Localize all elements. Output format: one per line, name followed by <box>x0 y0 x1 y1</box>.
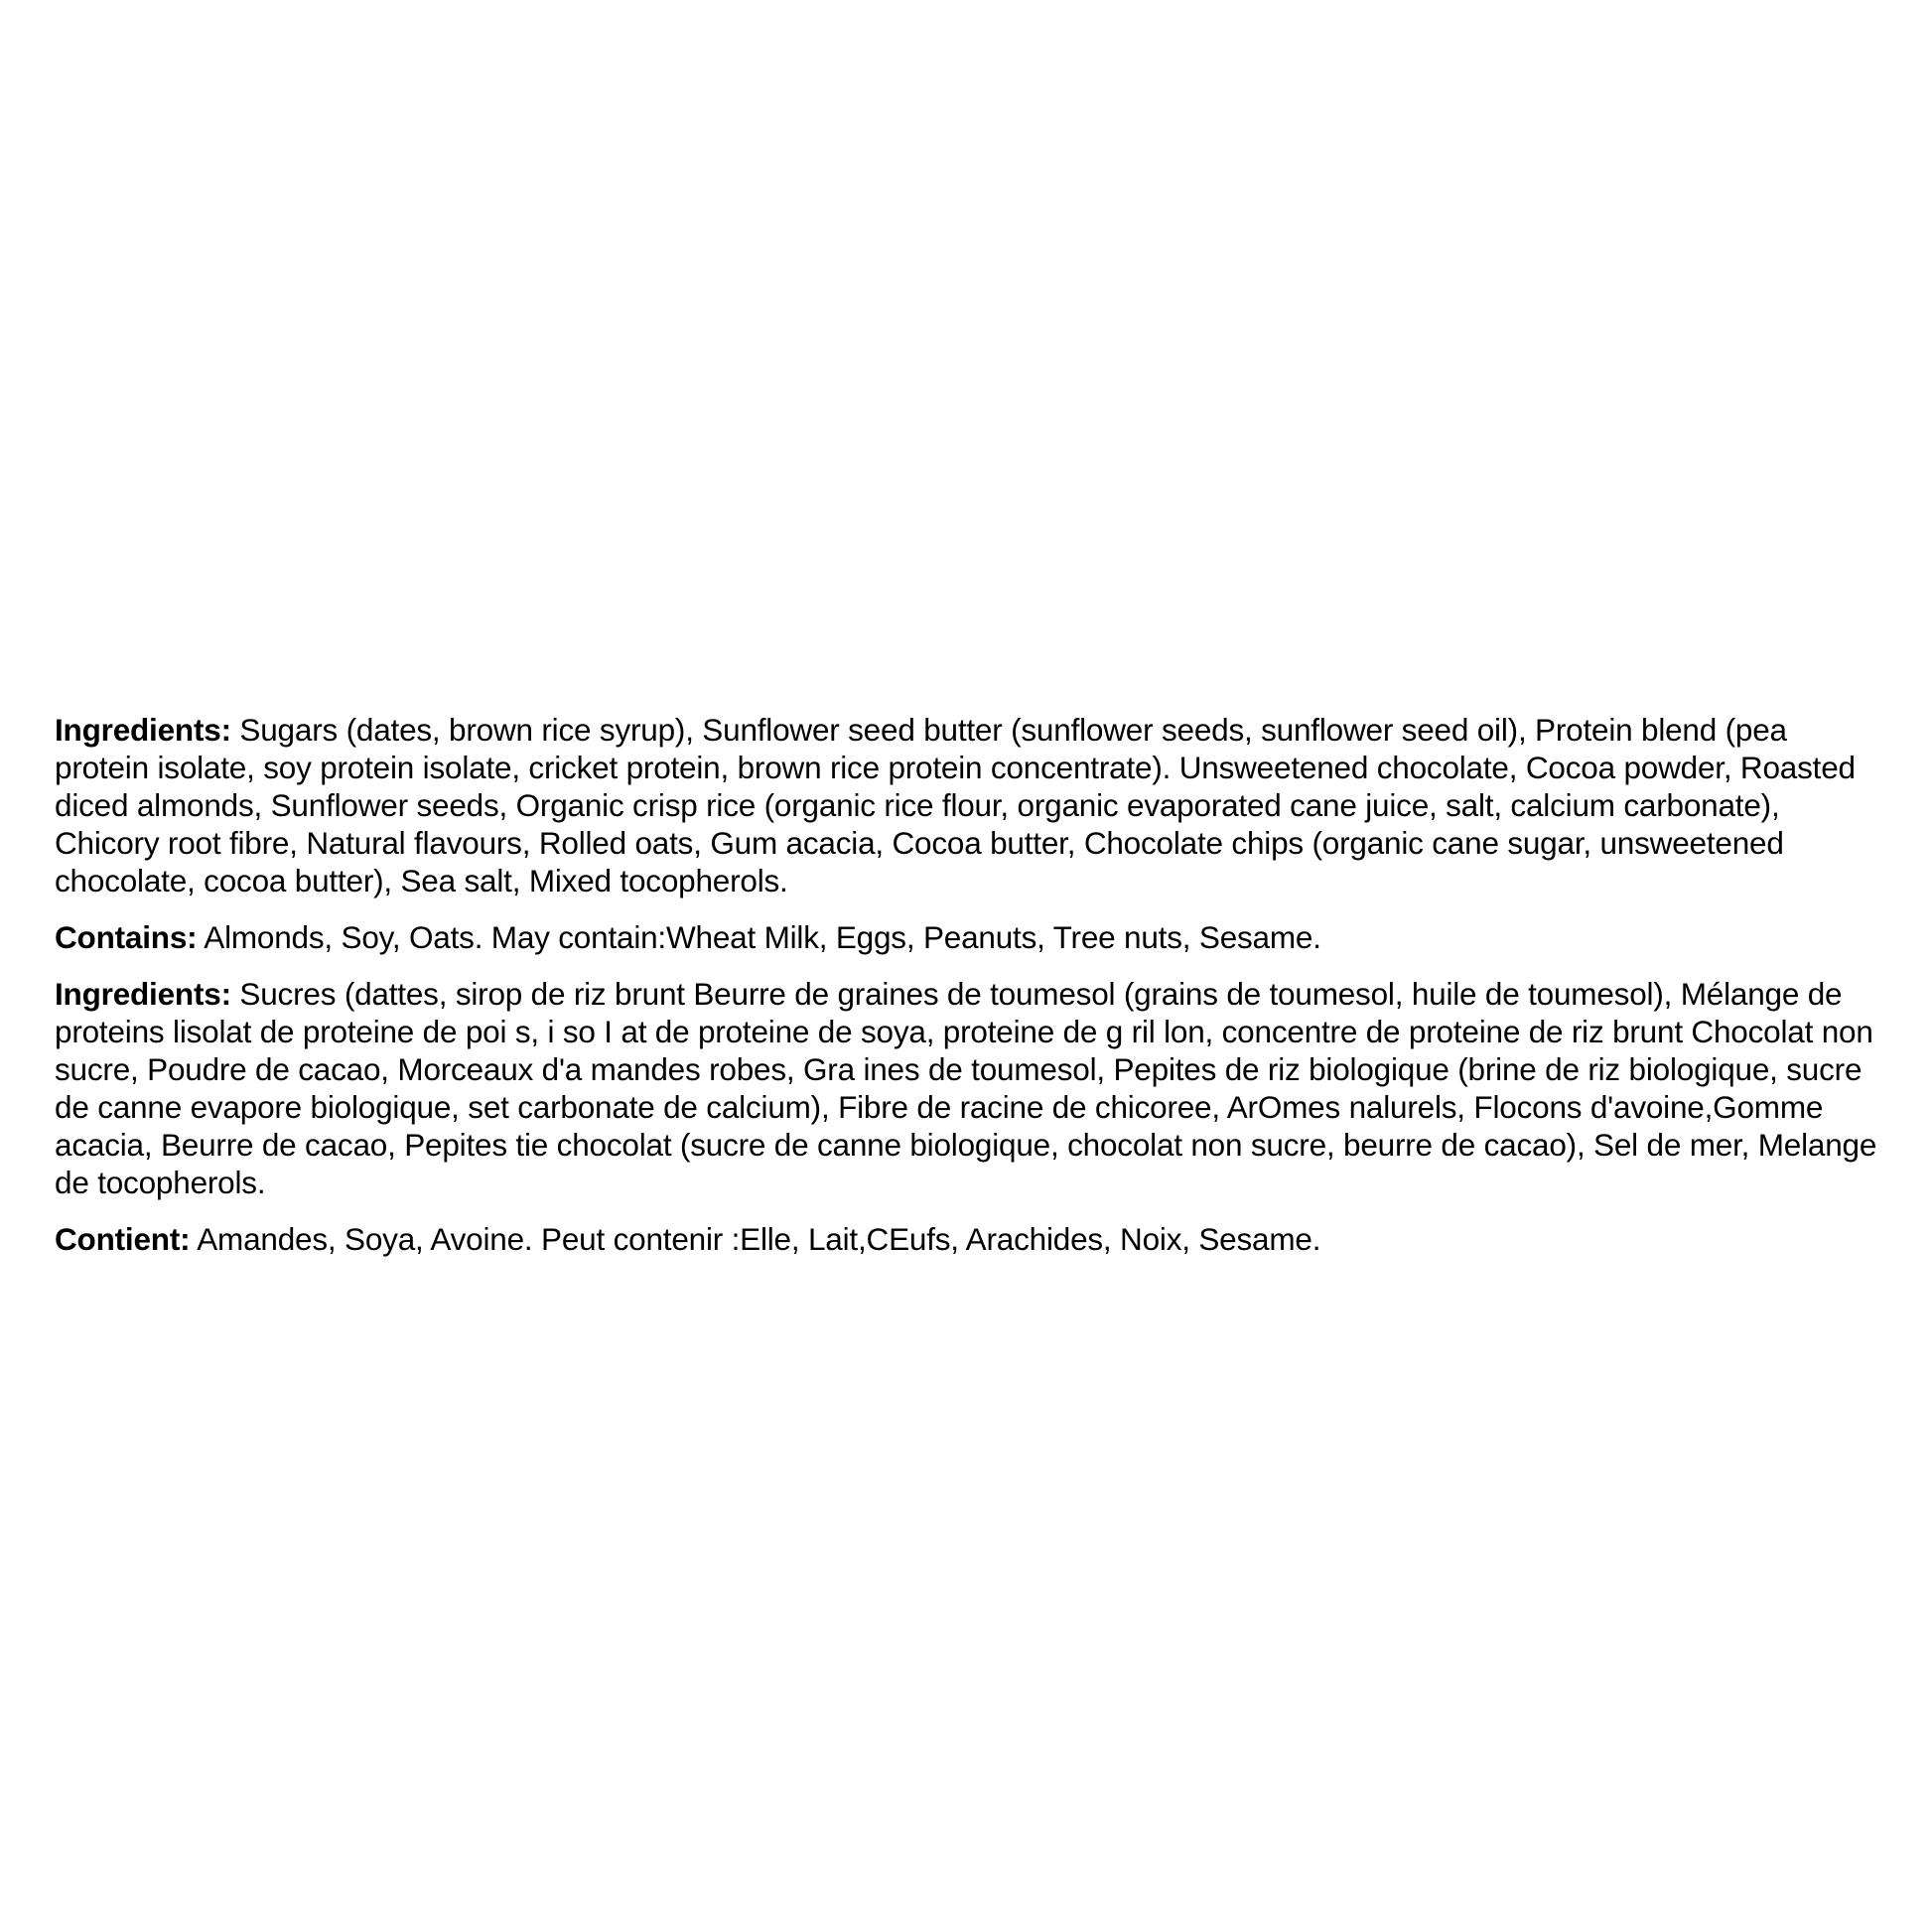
contains-en-text: Almonds, Soy, Oats. May contain:Wheat Milk, Eggs, Peanuts, Tree nuts, Sesame. <box>197 919 1321 955</box>
ingredients-fr-text: Sucres (dattes, sirop de riz brunt Beurre de graines de toumesol (grains de toumesol, huile de toumesol), Mélange de proteins lisolat de proteine de poi s, i so I at de proteine de soya, proteine de g ril lon, concentre de proteine de riz brunt Chocolat non sucre, Poudre de cacao, Morceaux d'a mandes robes, Gra ines de toumesol, Pepites de riz biologique (brine de riz biologique, sucre de canne evapore biologique, set carbonate de calcium), Fibre de racine de chicoree, ArOmes nalurels, Flocons d'avoine,Gomme acacia, Beurre de cacao, Pepites tie chocolat (sucre de canne biologique, chocolat non sucre, beurre de cacao), Sel de mer, Melange de tocopherols. <box>55 976 1877 1200</box>
ingredients-en-paragraph <box>55 711 1881 899</box>
contains-fr-paragraph <box>55 1220 1881 1258</box>
ingredients-label-panel <box>55 711 1881 1277</box>
contains-fr-text: Amandes, Soya, Avoine. Peut contenir :Elle, Lait,CEufs, Arachides, Noix, Sesame. <box>190 1221 1321 1257</box>
ingredients-fr-heading: Ingredients: <box>55 976 231 1012</box>
contains-en-paragraph <box>55 918 1881 956</box>
contains-en-heading: Contains: <box>55 919 198 955</box>
ingredients-fr-paragraph <box>55 975 1881 1201</box>
ingredients-en-text: Sugars (dates, brown rice syrup), Sunflower seed butter (sunflower seeds, sunflower seed oil), Protein blend (pea protein isolate, soy protein isolate, cricket protein, brown rice protein concentrate). Unsweetened chocolate, Cocoa powder, Roasted diced almonds, Sunflower seeds, Organic crisp rice (organic rice flour, organic evaporated cane juice, salt, calcium carbonate), Chicory root fibre, Natural flavours, Rolled oats, Gum acacia, Cocoa butter, Chocolate chips (organic cane sugar, unsweetened chocolate, cocoa butter), Sea salt, Mixed tocopherols. <box>55 712 1856 898</box>
contains-fr-heading: Contient: <box>55 1221 191 1257</box>
ingredients-en-heading: Ingredients: <box>55 712 231 748</box>
